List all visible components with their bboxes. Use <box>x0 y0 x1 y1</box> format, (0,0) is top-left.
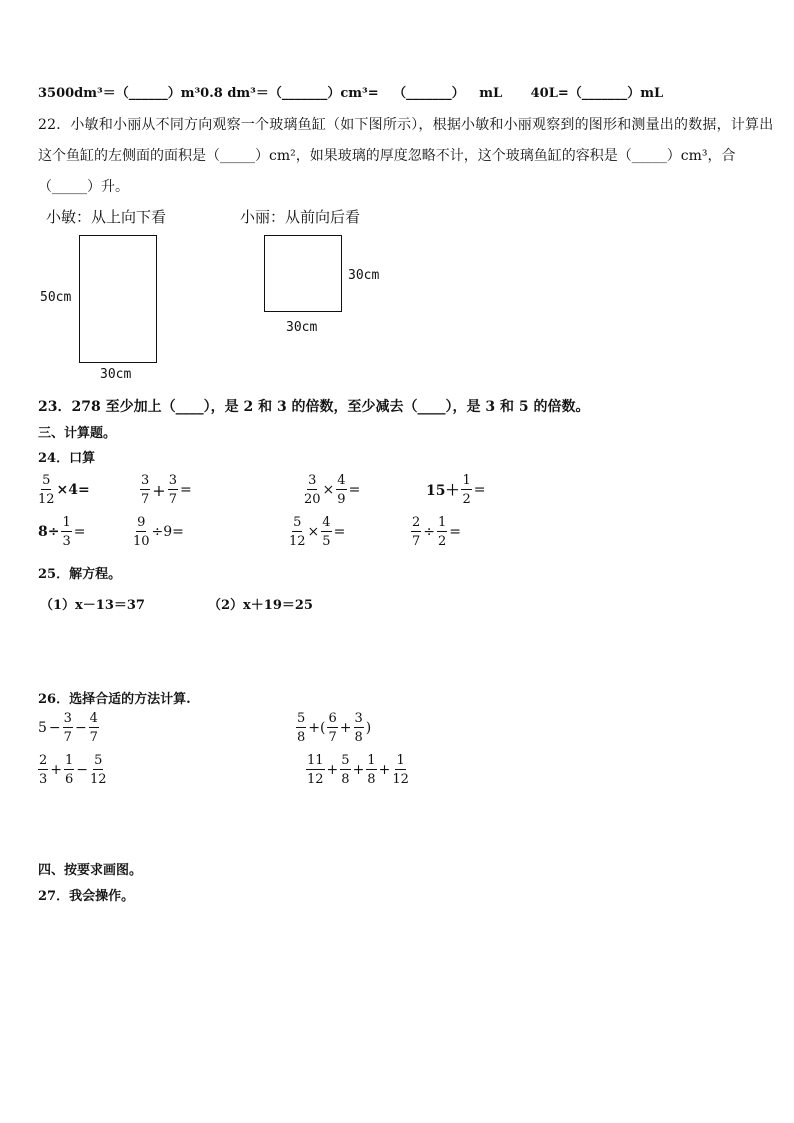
fraction: $\frac{3}{7}$ <box>168 473 177 507</box>
fraction: $\frac{1}{3}$ <box>62 515 71 549</box>
front-view-square <box>264 235 342 312</box>
top-view-title: 小敏：从上向下看 <box>46 208 167 226</box>
q26-expression-2: $\frac{5}{8}$ +( $\frac{6}{7}$ + $\frac{3}{8}$ ) <box>297 711 372 745</box>
front-view-title: 小丽：从前向后看 <box>240 208 361 226</box>
fraction: $\frac{1}{2}$ <box>438 515 447 549</box>
fraction: $\frac{2}{3}$ <box>39 753 48 787</box>
fraction: $\frac{5}{8}$ <box>341 753 350 787</box>
q23-text: 23．278 至少加上（____），是 2 和 3 的倍数，至少减去（____），是 3 和 5 的倍数。 <box>38 399 590 415</box>
front-view-side-label: 30cm <box>348 268 380 283</box>
q24-r1c1: $\frac{5}{12}$ ×4= <box>38 473 90 507</box>
q24-r2c4: $\frac{2}{7}$ ÷ $\frac{1}{2}$ = <box>412 515 462 549</box>
q25-title: 25．解方程。 <box>38 567 122 582</box>
q25-equation-2: （2）x＋19＝25 <box>208 598 313 613</box>
q26-expression-4: $\frac{11}{12}$ + $\frac{5}{8}$ + $\frac{1}{8}$ + $\frac{1}{12}$ <box>307 753 409 787</box>
q21-part3: （_______） <box>393 86 465 101</box>
fraction: $\frac{5}{8}$ <box>297 711 306 745</box>
q24-r2c1: 8÷ $\frac{1}{3}$ = <box>38 515 86 549</box>
front-view-bottom-label: 30cm <box>286 320 318 335</box>
q22-line3: （_____）升。 <box>38 179 129 195</box>
fraction: $\frac{3}{7}$ <box>141 473 150 507</box>
fraction: $\frac{4}{7}$ <box>89 711 98 745</box>
fraction: $\frac{1}{8}$ <box>367 753 376 787</box>
section-3-heading: 三、计算题。 <box>38 426 117 441</box>
q21-part5: 40L=（_______）mL <box>530 86 664 101</box>
fraction: $\frac{4}{9}$ <box>337 473 346 507</box>
fraction: $\frac{5}{12}$ <box>90 753 107 787</box>
q24-r1c3: $\frac{3}{20}$ × $\frac{4}{9}$ = <box>304 473 361 507</box>
fraction: $\frac{1}{12}$ <box>392 753 409 787</box>
q22-line1: 22．小敏和小丽从不同方向观察一个玻璃鱼缸（如下图所示），根据小敏和小丽观察到的图形和测量出的数据，计算出 <box>38 117 774 133</box>
q24-title: 24．口算 <box>38 451 96 466</box>
q24-r1c4: 15＋ $\frac{1}{2}$ = <box>426 473 486 507</box>
q22-line2: 这个鱼缸的左侧面的面积是（_____）cm²，如果玻璃的厚度忽略不计，这个玻璃鱼缸的容积是（_____）cm³，合 <box>38 148 736 164</box>
q26-expression-3: $\frac{2}{3}$ + $\frac{1}{6}$ − $\frac{5}{12}$ <box>39 753 107 787</box>
fraction: $\frac{3}{20}$ <box>304 473 321 507</box>
fraction: $\frac{1}{6}$ <box>65 753 74 787</box>
q25-equation-1: （1）x－13＝37 <box>40 598 145 613</box>
fraction: $\frac{5}{12}$ <box>289 515 306 549</box>
q21-part1: 3500dm³＝（______）m³ <box>38 86 201 101</box>
fraction: $\frac{9}{10}$ <box>133 515 150 549</box>
q24-r1c2: $\frac{3}{7}$ + $\frac{3}{7}$ = <box>141 473 192 507</box>
fraction: $\frac{3}{8}$ <box>354 711 363 745</box>
q21-part4: mL <box>479 86 503 101</box>
section-4-heading: 四、按要求画图。 <box>38 863 143 878</box>
top-view-side-label: 50cm <box>40 290 72 305</box>
q24-r2c3: $\frac{5}{12}$ × $\frac{4}{5}$ = <box>289 515 346 549</box>
fraction: $\frac{1}{2}$ <box>462 473 471 507</box>
q26-title: 26．选择合适的方法计算. <box>38 692 191 707</box>
fraction: $\frac{5}{12}$ <box>38 473 55 507</box>
fraction: $\frac{3}{7}$ <box>63 711 72 745</box>
fraction: $\frac{11}{12}$ <box>307 753 324 787</box>
fraction: $\frac{6}{7}$ <box>328 711 337 745</box>
fraction: $\frac{4}{5}$ <box>322 515 331 549</box>
fraction: $\frac{2}{7}$ <box>412 515 421 549</box>
q21-part2: 0.8 dm³＝（_______）cm³= <box>200 86 379 101</box>
q24-r2c2: $\frac{9}{10}$ ÷9= <box>133 515 184 549</box>
top-view-rectangle <box>79 235 157 363</box>
q21-conversion-line <box>38 82 663 101</box>
q27-title: 27．我会操作。 <box>38 889 135 904</box>
q26-expression-1: 5 − $\frac{3}{7}$ − $\frac{4}{7}$ <box>38 711 98 745</box>
top-view-bottom-label: 30cm <box>100 367 132 382</box>
